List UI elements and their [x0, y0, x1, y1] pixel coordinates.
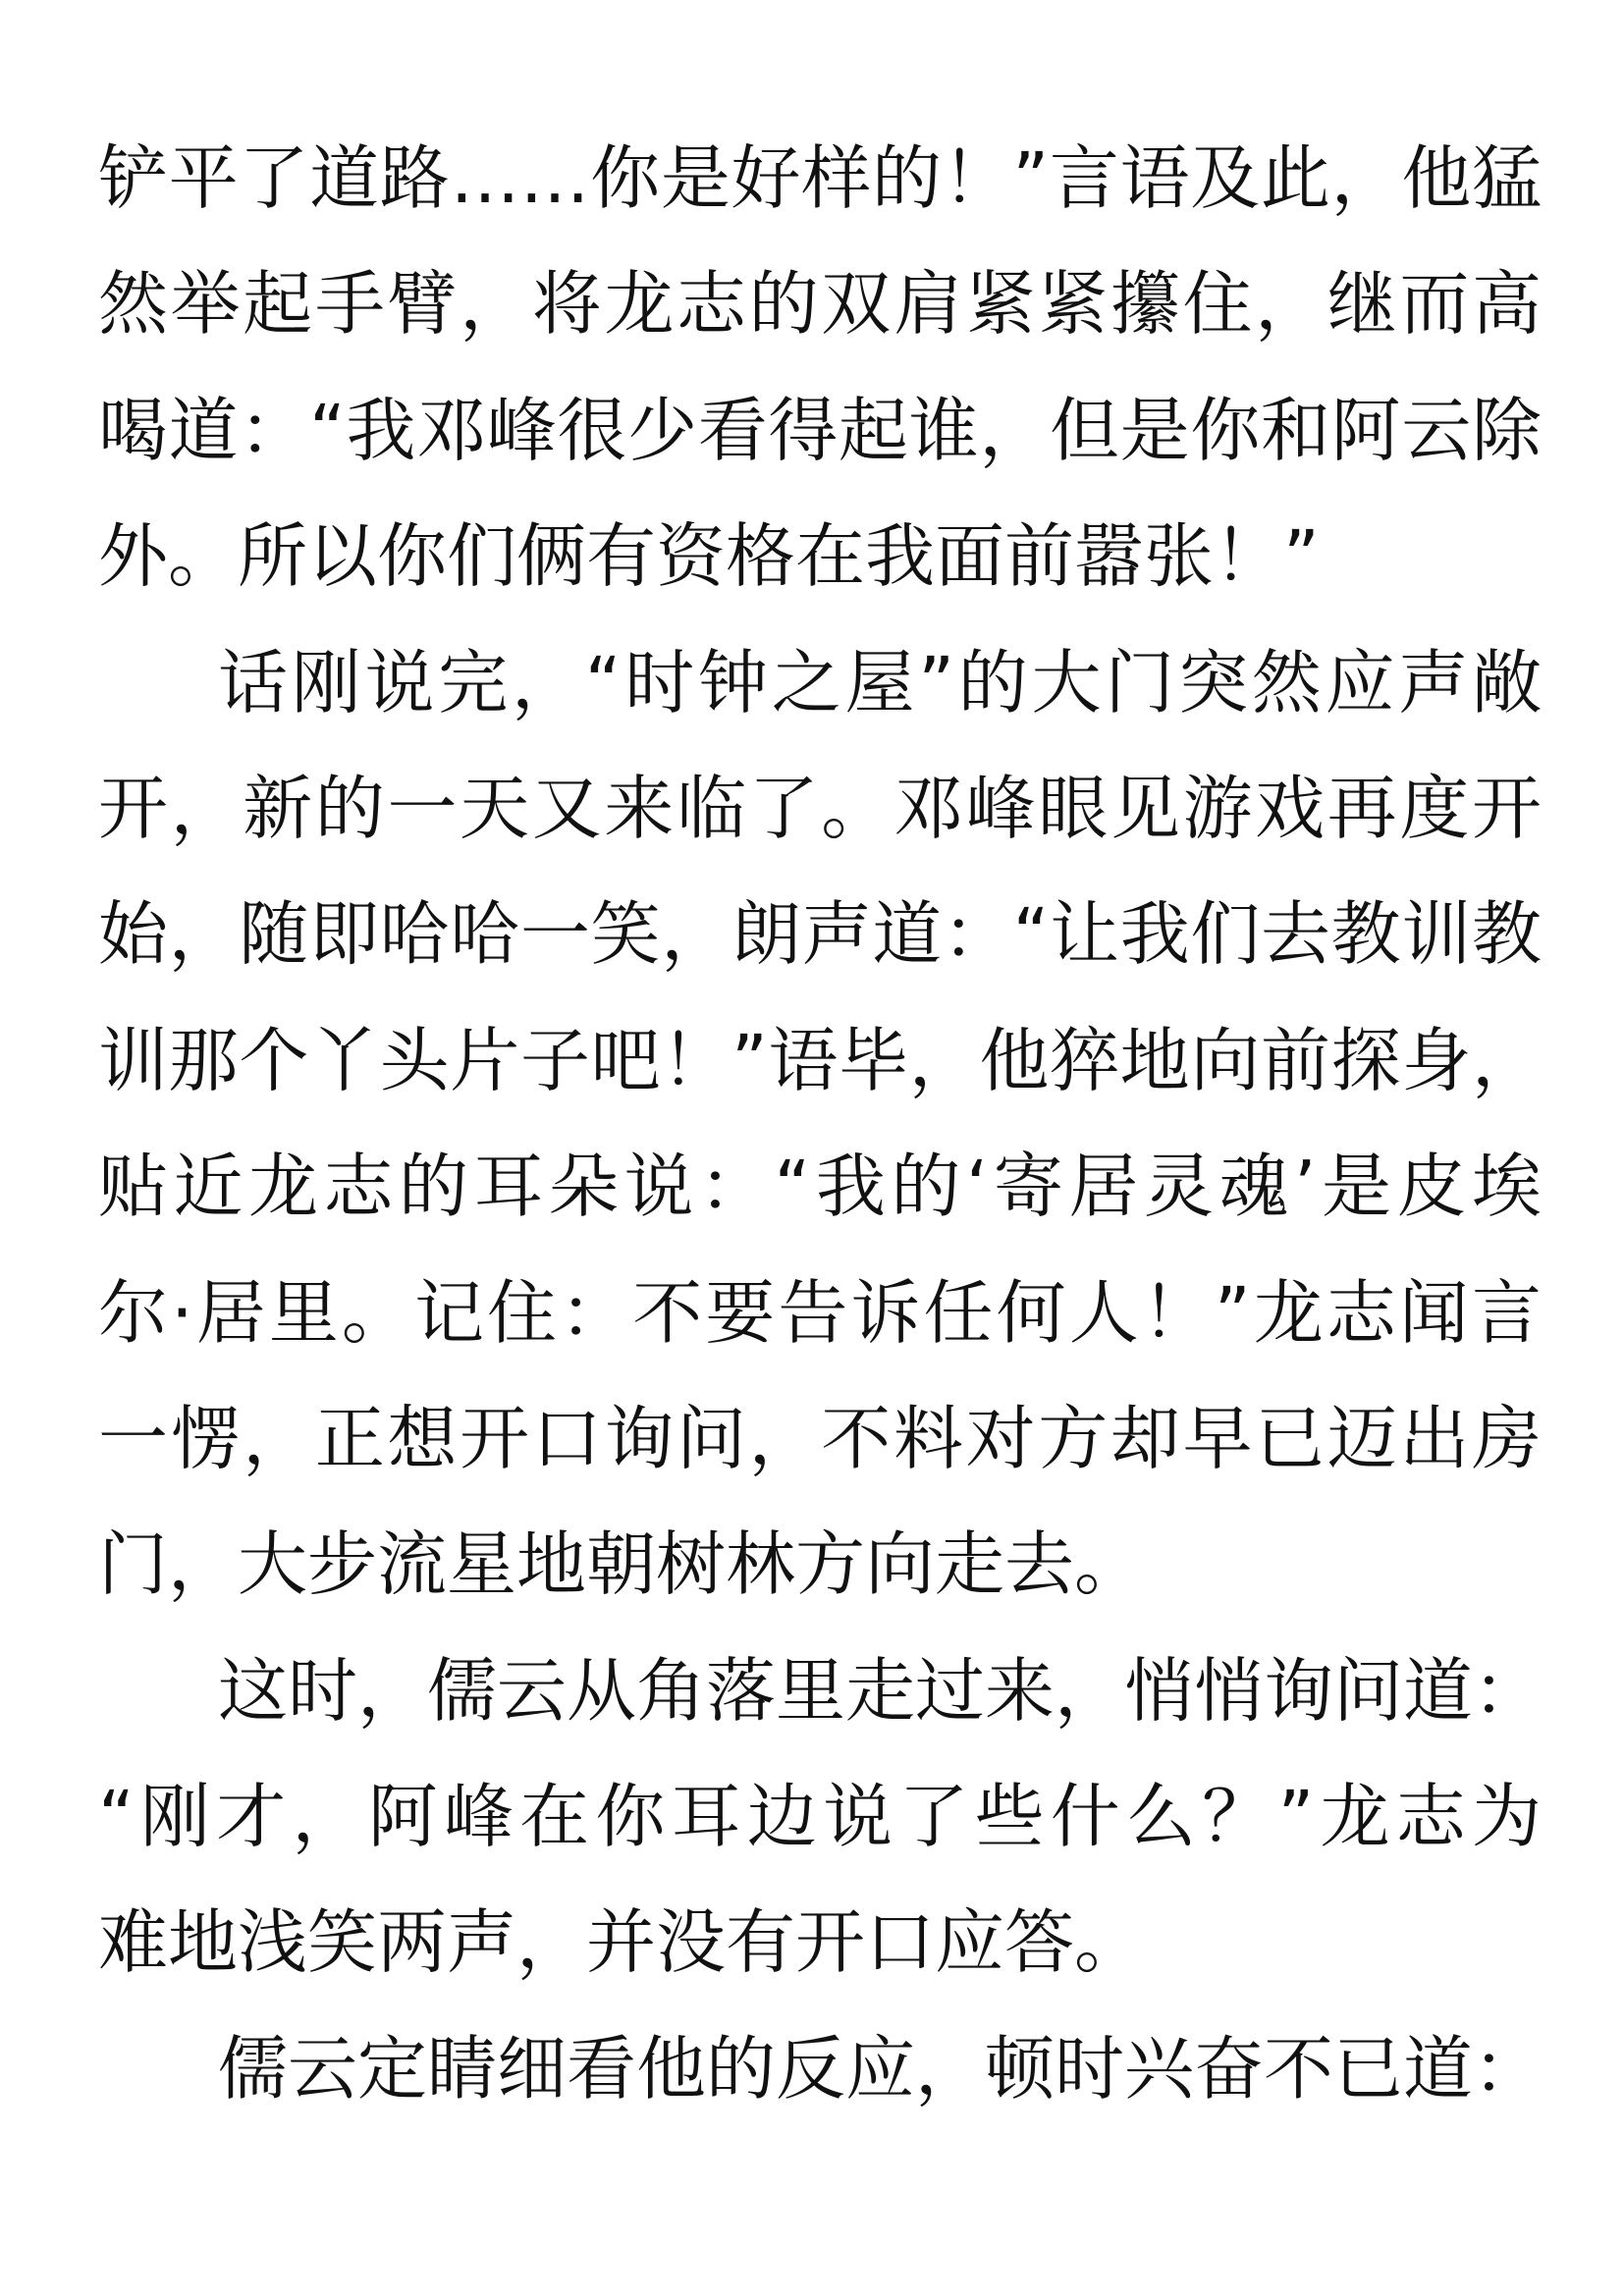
text-line: “刚才，阿峰在你耳边说了些什么？”龙志为 — [98, 1776, 1542, 1858]
text-line: 一愣，正想开口询问，不料对方却早已迈出房 — [98, 1397, 1542, 1479]
text-line: 然举起手臂，将龙志的双肩紧紧攥住，继而高 — [98, 263, 1542, 346]
text-line: 门，大步流星地朝树林方向走去。 — [98, 1523, 1145, 1606]
text-line: 外。所以你们俩有资格在我面前嚣张！” — [98, 515, 1320, 598]
text-line: 喝道：“我邓峰很少看得起谁，但是你和阿云除 — [98, 389, 1542, 471]
text-line: 贴近龙志的耳朵说：“我的‘寄居灵魂’是皮埃 — [98, 1146, 1542, 1228]
body-text — [98, 116, 1542, 2132]
text-line: 开，新的一天又来临了。邓峰眼见游戏再度开 — [98, 767, 1542, 849]
text-line: 铲平了道路……你是好样的！”言语及此，他猛 — [98, 137, 1542, 219]
text-line: 难地浅笑两声，并没有开口应答。 — [98, 1901, 1145, 1984]
text-line: 话刚说完，“时钟之屋”的大门突然应声敞 — [218, 641, 1542, 723]
text-line: 训那个丫头片子吧！”语毕，他猝地向前探身， — [98, 1019, 1542, 1101]
text-line: 儒云定睛细看他的反应，顿时兴奋不已道： — [218, 2027, 1543, 2109]
text-line: 始，随即哈哈一笑，朗声道：“让我们去教训教 — [98, 893, 1542, 976]
text-line: 这时，儒云从角落里走过来，悄悄询问道： — [218, 1649, 1543, 1732]
text-line: 尔·居里。记住：不要告诉任何人！”龙志闻言 — [98, 1271, 1542, 1354]
